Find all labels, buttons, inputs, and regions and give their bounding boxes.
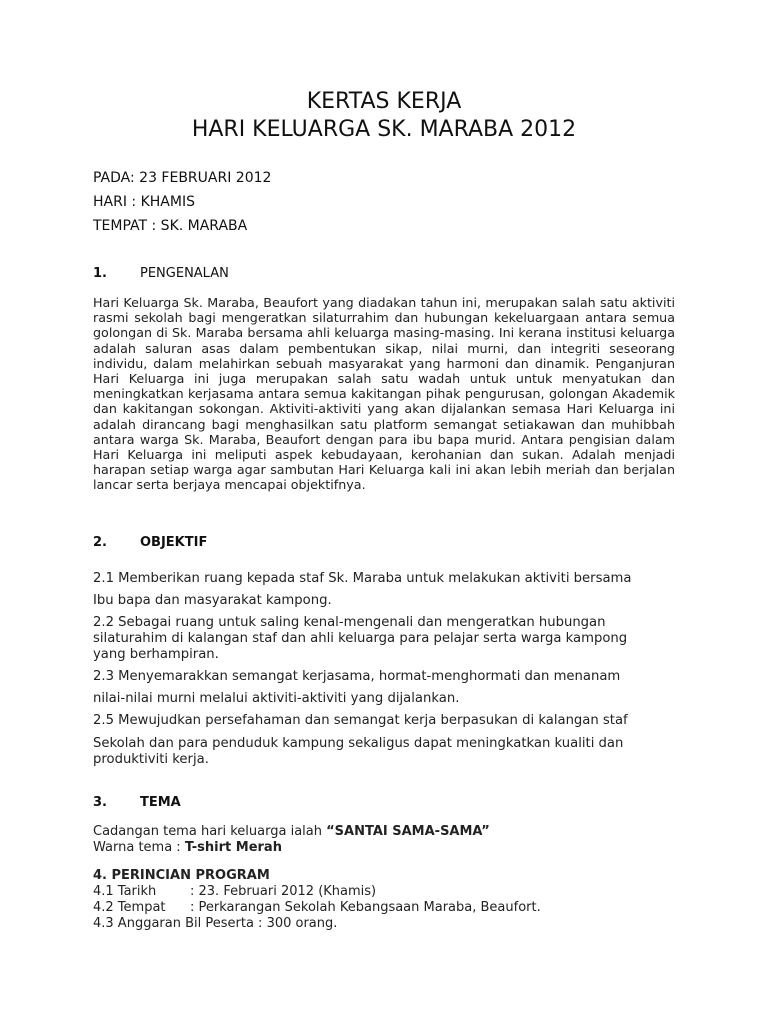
warna-value: T-shirt Merah	[184, 840, 282, 855]
program-row-value: : 300 orang.	[253, 916, 338, 931]
warna-prefix: Warna tema :	[93, 840, 185, 855]
section1-paragraph-part2: Penganjuran Hari Keluarga ini juga merupakan salah satu wadah untuk untuk menyatukan dan meningkatkan kerjasama antara semua kakitangan pihak pengurusan, golongan Akademik dan kakitangan sokongan. Aktiviti-aktiviti yang akan dijalankan semasa Hari Keluarga ini adalah dirancang bagi menghasilkan satu platform semangat setiakawan dan muhibbah antara warga Sk. Maraba, Beaufort dengan para ibu bapa murid. Antara pengisian dalam Hari Keluarga ini meliputi aspek kebudayaan, kerohanian dan sukan.	[93, 355, 675, 463]
meta-tempat: TEMPAT : SK. MARABA	[93, 218, 248, 234]
program-row-label: 4.3 Anggaran Bil Peserta	[93, 916, 254, 931]
section1-paragraph	[93, 295, 675, 493]
objective-line: 2.1 Memberikan ruang kepada staf Sk. Maraba untuk melakukan aktiviti bersama	[93, 571, 632, 586]
program-row-value: : 23. Februari 2012 (Khamis)	[190, 884, 377, 899]
meta-hari: HARI : KHAMIS	[93, 194, 195, 210]
section1-paragraph-part1: Hari Keluarga Sk. Maraba, Beaufort yang diadakan tahun ini, merupakan salah satu aktiviti rasmi sekolah bagi mengeratkan silaturrahim dan hubungan kekeluargaan antara semua golongan di Sk. Maraba bersama ahli keluarga masing-masing. Ini kerana institusi keluarga adalah saluran asas dalam pembentukan sikap, nilai murni, dan integriti seseorang individu, dalam melahirkan sebuah masyarakat yang harmoni dan dinamik.	[93, 295, 675, 371]
objective-line: 2.3 Menyemarakkan semangat kerjasama, hormat-menghormati dan menanam	[93, 669, 621, 684]
objective-line: nilai-nilai murni melalui aktiviti-aktiviti yang dijalankan.	[93, 691, 460, 706]
section4-heading: 4. PERINCIAN PROGRAM	[93, 868, 270, 883]
objective-line: Sekolah dan para penduduk kampung sekaligus dapat meningkatkan kualiti dan	[93, 736, 624, 751]
objective-line: 2.2 Sebagai ruang untuk saling kenal-mengenali dan mengeratkan hubungan	[93, 615, 606, 630]
objective-line: yang berhampiran.	[93, 647, 219, 662]
meta-pada: PADA: 23 FEBRUARI 2012	[93, 170, 272, 186]
objective-line: Ibu bapa dan masyarakat kampong.	[93, 593, 332, 608]
tema-prefix: Cadangan tema hari keluarga ialah	[93, 824, 327, 839]
section2-heading: OBJEKTIF	[140, 535, 208, 550]
program-row-label: 4.1 Tarikh	[93, 884, 157, 899]
program-row-peserta	[93, 916, 337, 932]
section3-number: 3.	[93, 795, 107, 810]
section1-number: 1.	[93, 266, 107, 281]
section3-heading: TEMA	[140, 795, 181, 810]
objective-line: produktiviti kerja.	[93, 752, 209, 767]
program-row-tarikh	[93, 884, 376, 900]
section2-number: 2.	[93, 535, 107, 550]
program-row-tempat	[93, 900, 541, 916]
objective-line: silaturahim di kalangan staf dan ahli keluarga para pelajar serta warga kampong	[93, 631, 628, 646]
program-row-value: : Perkarangan Sekolah Kebangsaan Maraba, Beaufort.	[190, 900, 541, 915]
tema-line	[93, 824, 490, 840]
section1-paragraph-part3: Adalah menjadi harapan setiap warga agar sambutan Hari Keluarga kali ini akan lebih meriah dan berjalan lancar serta berjaya mencapai objektifnya.	[93, 447, 675, 493]
warna-tema-line	[93, 840, 282, 856]
objective-line: 2.5 Mewujudkan persefahaman dan semangat kerja berpasukan di kalangan staf	[93, 713, 628, 728]
section1-heading: PENGENALAN	[140, 266, 229, 281]
tema-value: “SANTAI SAMA-SAMA”	[326, 824, 490, 839]
document-title-line1: KERTAS KERJA	[306, 89, 462, 114]
program-row-label: 4.2 Tempat	[93, 900, 166, 915]
document-title-line2: HARI KELUARGA SK. MARABA 2012	[191, 117, 577, 142]
